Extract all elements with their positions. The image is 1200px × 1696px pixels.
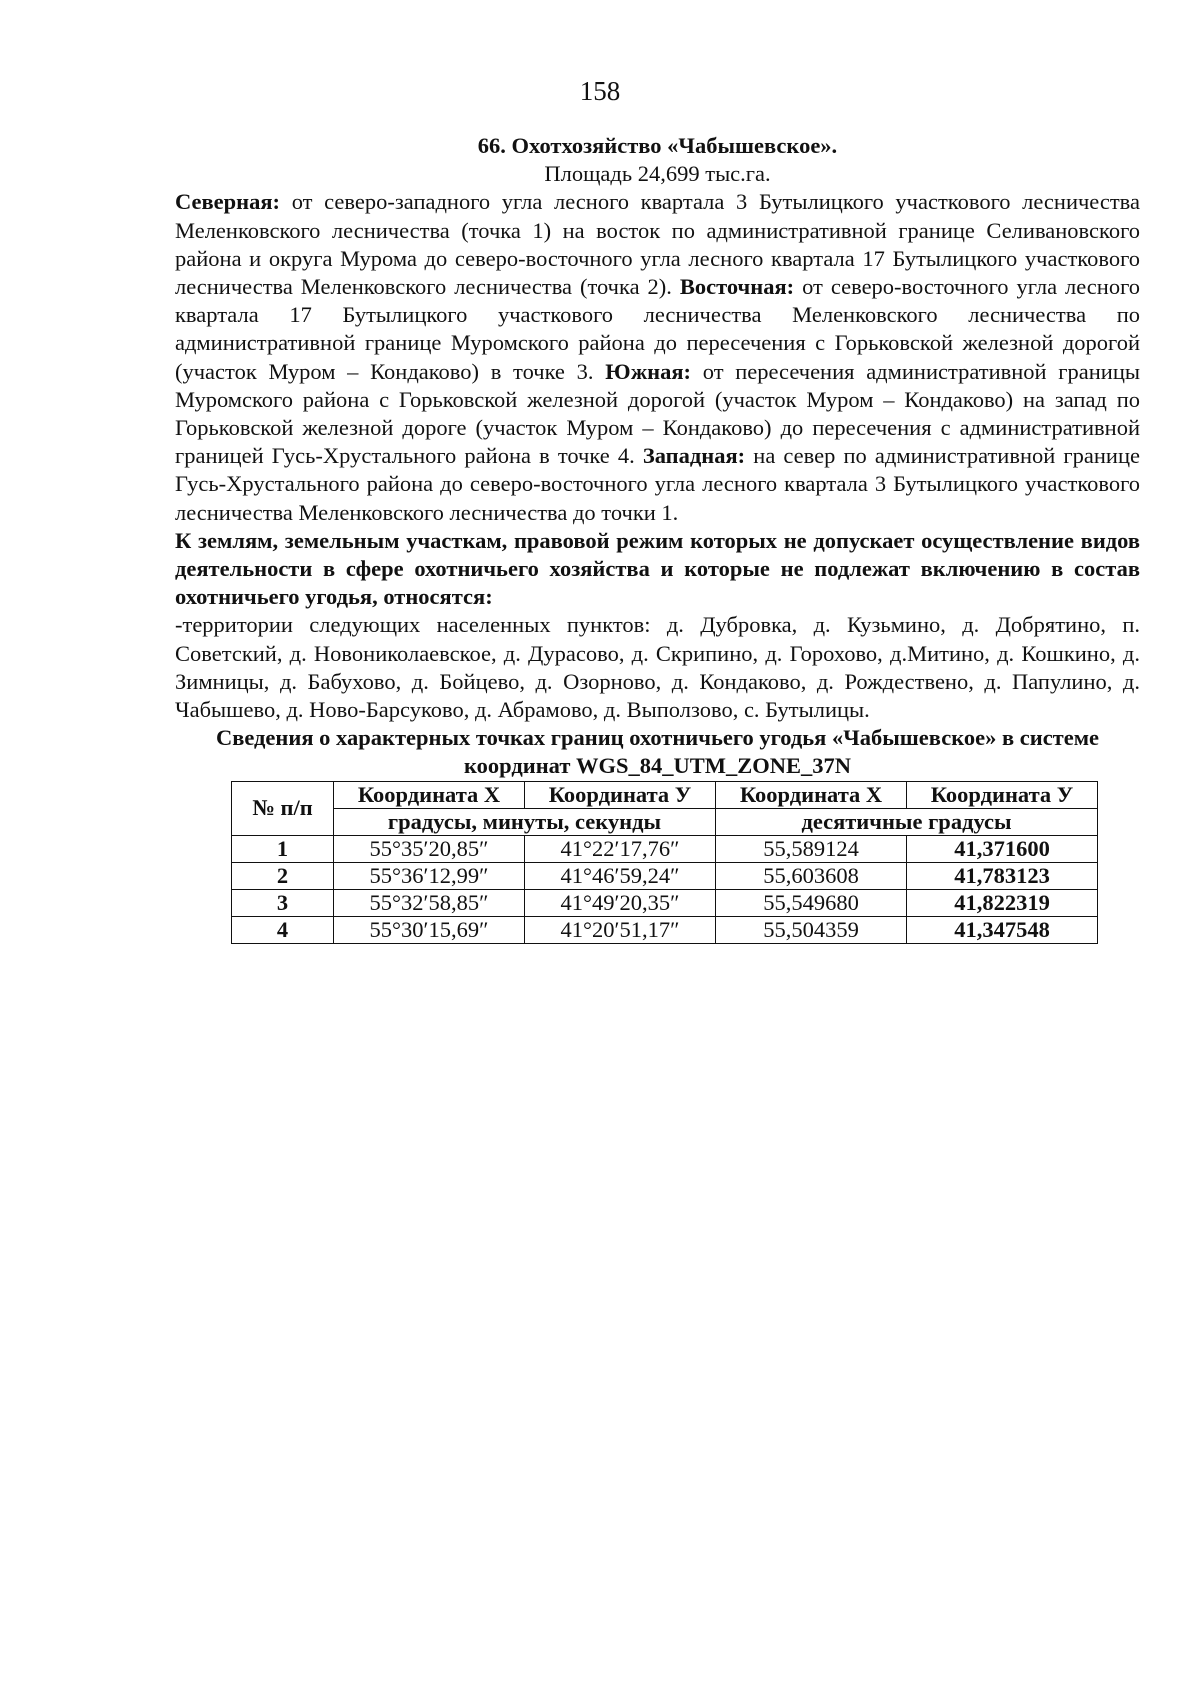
table-row	[232, 862, 1098, 889]
document-body	[175, 132, 1140, 944]
cell-y-dms: 41°20′51,17″	[525, 916, 716, 943]
north-label: Северная:	[175, 189, 281, 215]
cell-x-dms: 55°32′58,85″	[334, 889, 525, 916]
section-title: 66. Охотхозяйство «Чабышевское».	[477, 133, 838, 158]
row-number: 3	[232, 889, 334, 916]
north-text: от северо-западного угла лесного квартала 3 Бутылицкого участкового лесничества Меленковского лесничества (точка 1) на восток по административной границе Селивановского района и округа Мурома до северо-восточного угла лесного квартала 17 Бутылицкого участкового лесничества Меленковского лесничества (точка 2).	[175, 189, 1140, 300]
coordinates-table	[231, 781, 1098, 944]
west-label: Западная:	[642, 443, 746, 469]
cell-x-dms: 55°36′12,99″	[334, 862, 525, 889]
borders-paragraph	[175, 188, 1140, 526]
cell-y-dec: 41,822319	[907, 889, 1098, 916]
cell-y-dec: 41,783123	[907, 862, 1098, 889]
cell-y-dms: 41°49′20,35″	[525, 889, 716, 916]
header-decimal: десятичные градусы	[716, 808, 1098, 835]
east-text: от северо-восточного угла лесного квартала 17 Бутылицкого участкового лесничества Меленковского лесничества по административной границе Муромского района до пересечения с Горьковской железной дорогой (участок Муром – Кондаково) в точке 3.	[175, 274, 1140, 384]
area-line: Площадь 24,699 тыс.га.	[544, 161, 771, 187]
east-label: Восточная:	[679, 274, 795, 300]
exclusions-text: -территории следующих населенных пунктов: д. Дубровка, д. Кузьмино, д. Добрятино, п. Советский, д. Новониколаевское, д. Дурасово, д. Скрипино, д. Горохово, д.Митино, д. Кошкино, д. Зимницы, д. Бабухово, д. Бойцево, д. Озорново, д. Кондаково, д. Рождествено, д. Папулино, д. Чабышево, д. Ново-Барсуково, д. Абрамово, д. Выползово, с. Бутылицы.	[175, 612, 1140, 723]
header-num: № п/п	[232, 781, 334, 835]
header-dms: градусы, минуты, секунды	[334, 808, 716, 835]
west-text: на север по административной границе Гусь-Хрустального района до северо-восточного угла лесного квартала 3 Бутылицкого участкового лесничества Меленковского лесничества до точки 1.	[175, 443, 1140, 525]
south-label: Южная:	[605, 358, 692, 384]
south-text: от пересечения административной границы Муромского района с Горьковской железной дорогой (участок Муром – Кондаково) на запад по Горьковской железной дороге (участок Муром – Кондаково) до пересечения с административной границей Гусь-Хрустального района в точке 4.	[175, 358, 1140, 469]
cell-y-dec: 41,347548	[907, 916, 1098, 943]
table-row	[232, 835, 1098, 862]
table-title: Сведения о характерных точках границ охотничьего угодья «Чабышевское» в системе координат WGS_84_UTM_ZONE_37N	[215, 725, 1100, 779]
cell-y-dms: 41°22′17,76″	[525, 835, 716, 862]
table-row	[232, 889, 1098, 916]
exclusions-heading: К землям, земельным участкам, правовой режим которых не допускает осуществление видов деятельности в сфере охотничьего хозяйства и которые не подлежат включению в состав охотничьего угодья, относятся:	[175, 527, 1140, 610]
cell-x-dms: 55°30′15,69″	[334, 916, 525, 943]
header-coord-x-dms: Координата X	[334, 781, 525, 808]
table-subheader-row	[232, 808, 1098, 835]
cell-x-dec: 55,603608	[716, 862, 907, 889]
cell-y-dms: 41°46′59,24″	[525, 862, 716, 889]
row-number: 4	[232, 916, 334, 943]
cell-y-dec: 41,371600	[907, 835, 1098, 862]
cell-x-dec: 55,504359	[716, 916, 907, 943]
row-number: 1	[232, 835, 334, 862]
page-number: 158	[579, 76, 621, 106]
header-coord-x-dec: Координата X	[716, 781, 907, 808]
cell-x-dec: 55,549680	[716, 889, 907, 916]
cell-x-dms: 55°35′20,85″	[334, 835, 525, 862]
table-header-row	[232, 781, 1098, 808]
table-row	[232, 916, 1098, 943]
cell-x-dec: 55,589124	[716, 835, 907, 862]
row-number: 2	[232, 862, 334, 889]
header-coord-y-dms: Координата У	[525, 781, 716, 808]
header-coord-y-dec: Координата У	[907, 781, 1098, 808]
